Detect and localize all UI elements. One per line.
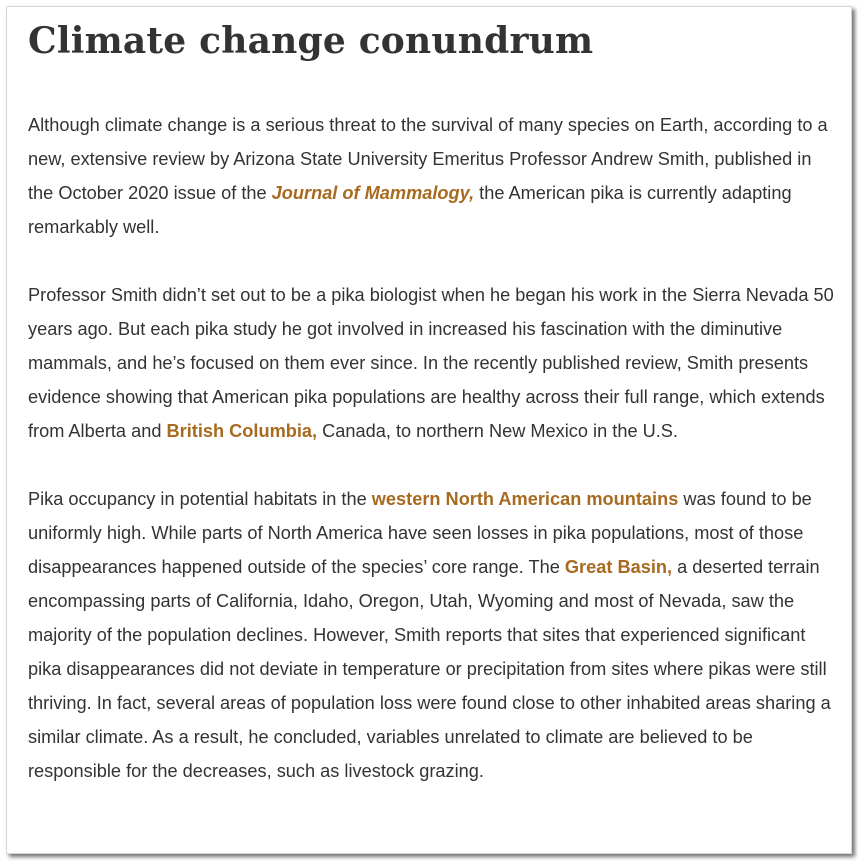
article-heading: Climate change conundrum	[28, 20, 594, 62]
paragraph-3	[28, 482, 836, 788]
great-basin-link[interactable]: Great Basin,	[564, 557, 673, 577]
paragraph-1-text-before: Although climate change is a serious threat to the survival of many species on Earth, according to a new, extensive review by Arizona State University Emeritus Professor Andrew Smith, published in the October 2020 issue of the	[28, 115, 828, 203]
british-columbia-link[interactable]: British Columbia,	[166, 421, 318, 441]
journal-of-mammalogy-link[interactable]: Journal of Mammalogy,	[271, 183, 475, 203]
paragraph-3-text-after: a deserted terrain encompassing parts of California, Idaho, Oregon, Utah, Wyoming and most of Nevada, saw the majority of the population declines. However, Smith reports that sites that experienced significant pika disappearances did not deviate in temperature or precipitation from sites where pikas were still thriving. In fact, several areas of population loss were found close to other inhabited areas sharing a similar climate. As a result, he concluded, variables unrelated to climate are believed to be responsible for the decreases, such as livestock grazing.	[28, 557, 831, 781]
western-north-american-mountains-link[interactable]: western North American mountains	[371, 489, 679, 509]
paragraph-2-text-after: Canada, to northern New Mexico in the U.S.	[317, 421, 678, 441]
article-content	[28, 19, 836, 788]
article-frame	[6, 6, 852, 854]
paragraph-3-text-before: Pika occupancy in potential habitats in the	[28, 489, 372, 509]
paragraph-2	[28, 278, 836, 448]
paragraph-2-text-before: Professor Smith didn’t set out to be a pika biologist when he began his work in the Sierra Nevada 50 years ago. But each pika study he got involved in increased his fascination with the diminutive mammals, and he’s focused on them ever since. In the recently published review, Smith presents evidence showing that American pika populations are healthy across their full range, which extends from Alberta and	[28, 285, 834, 441]
paragraph-1	[28, 108, 836, 244]
paragraph-1-text-after: the American pika is currently adapting remarkably well.	[28, 183, 792, 237]
paragraph-3-text-middle: was found to be uniformly high. While parts of North America have seen losses in pika populations, most of those disappearances happened outside of the species’ core range. The	[28, 489, 812, 577]
